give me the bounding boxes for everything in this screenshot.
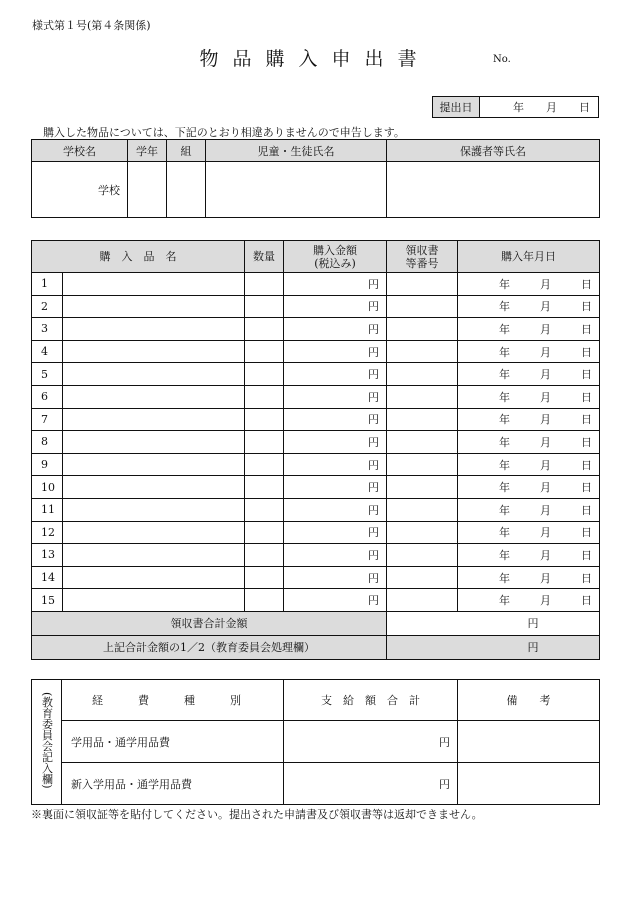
receipt-number-field[interactable] <box>387 566 458 589</box>
submission-date-field[interactable] <box>480 97 599 118</box>
month-label: 月 <box>540 322 551 336</box>
grade-header: 学年 <box>128 140 167 162</box>
half-total-field: 円 <box>387 635 600 659</box>
quantity-field[interactable] <box>245 476 284 499</box>
purchase-date-field[interactable] <box>458 431 600 454</box>
year-label: 年 <box>499 390 510 404</box>
receipt-number-field[interactable] <box>387 544 458 567</box>
day-label: 日 <box>581 390 592 404</box>
quantity-field[interactable] <box>245 544 284 567</box>
new-enrollment-amount-field[interactable]: 円 <box>284 763 458 805</box>
row-number: 14 <box>32 566 63 589</box>
receipt-number-field[interactable] <box>387 408 458 431</box>
yen-unit: 円 <box>368 571 379 585</box>
amount-field[interactable] <box>284 566 387 589</box>
table-row <box>32 498 600 521</box>
day-label: 日 <box>581 322 592 336</box>
day-label: 日 <box>581 277 592 291</box>
new-enrollment-remarks-field[interactable] <box>458 763 600 805</box>
quantity-field[interactable] <box>245 521 284 544</box>
yen-unit: 円 <box>368 526 379 540</box>
day-label: 日 <box>581 435 592 449</box>
yen-unit: 円 <box>368 435 379 449</box>
table-row <box>32 476 600 499</box>
receipt-number-header: 領収書 等番号 <box>387 241 458 273</box>
item-name-header: 購 入 品 名 <box>32 241 245 273</box>
year-label: 年 <box>499 277 510 291</box>
purchase-date-field[interactable] <box>458 498 600 521</box>
receipt-number-field[interactable] <box>387 589 458 612</box>
year-label: 年 <box>499 413 510 427</box>
year-label: 年 <box>513 101 524 114</box>
month-label: 月 <box>540 368 551 382</box>
guardian-name-field[interactable] <box>387 162 600 218</box>
month-label: 月 <box>540 345 551 359</box>
receipt-number-field[interactable] <box>387 340 458 363</box>
yen-unit: 円 <box>368 300 379 314</box>
year-label: 年 <box>499 458 510 472</box>
item-name-field[interactable] <box>63 476 245 499</box>
month-label: 月 <box>540 594 551 608</box>
amount-field[interactable] <box>284 385 387 408</box>
amount-field[interactable] <box>284 544 387 567</box>
grade-field[interactable] <box>128 162 167 218</box>
item-name-field[interactable] <box>63 589 245 612</box>
year-label: 年 <box>499 322 510 336</box>
class-field[interactable] <box>167 162 206 218</box>
receipt-number-field[interactable] <box>387 385 458 408</box>
item-name-field[interactable] <box>63 521 245 544</box>
row-number: 9 <box>32 453 63 476</box>
month-label: 月 <box>540 413 551 427</box>
receipt-number-field[interactable] <box>387 363 458 386</box>
month-label: 月 <box>540 481 551 495</box>
half-total-label: 上記合計金額の1／2（教育委員会処理欄） <box>32 635 387 659</box>
purchase-date-header: 購入年月日 <box>458 241 600 273</box>
yen-unit: 円 <box>368 390 379 404</box>
table-row <box>32 385 600 408</box>
amount-header: 購入金額 (税込み) <box>284 241 387 273</box>
day-label: 日 <box>581 571 592 585</box>
amount-field[interactable] <box>284 318 387 341</box>
purchase-date-field[interactable] <box>458 340 600 363</box>
quantity-field[interactable] <box>245 408 284 431</box>
table-row <box>32 589 600 612</box>
row-number: 6 <box>32 385 63 408</box>
item-name-field[interactable] <box>63 363 245 386</box>
expense-type-header: 経 費 種 別 <box>62 680 284 721</box>
item-name-field[interactable] <box>63 408 245 431</box>
yen-unit: 円 <box>368 594 379 608</box>
school-suffix: 学校 <box>98 183 120 197</box>
receipt-number-field[interactable] <box>387 431 458 454</box>
receipt-number-field[interactable] <box>387 498 458 521</box>
row-number: 10 <box>32 476 63 499</box>
table-row <box>32 431 600 454</box>
yen-unit: 円 <box>368 277 379 291</box>
quantity-field[interactable] <box>245 385 284 408</box>
day-label: 日 <box>581 503 592 517</box>
amount-field[interactable] <box>284 453 387 476</box>
table-row <box>32 453 600 476</box>
month-label: 月 <box>540 503 551 517</box>
yen-unit: 円 <box>368 503 379 517</box>
quantity-header: 数量 <box>245 241 284 273</box>
item-name-field[interactable] <box>63 295 245 318</box>
quantity-field[interactable] <box>245 340 284 363</box>
receipt-number-field[interactable] <box>387 318 458 341</box>
day-label: 日 <box>581 594 592 608</box>
yen-unit: 円 <box>368 322 379 336</box>
day-label: 日 <box>581 413 592 427</box>
row-number: 11 <box>32 498 63 521</box>
receipt-number-field[interactable] <box>387 521 458 544</box>
amount-field[interactable] <box>284 408 387 431</box>
yen-unit: 円 <box>368 481 379 495</box>
yen-unit: 円 <box>368 345 379 359</box>
item-name-field[interactable] <box>63 566 245 589</box>
quantity-field[interactable] <box>245 431 284 454</box>
purchase-date-field[interactable] <box>458 363 600 386</box>
row-number: 15 <box>32 589 63 612</box>
quantity-field[interactable] <box>245 273 284 296</box>
row-number: 2 <box>32 295 63 318</box>
amount-field[interactable] <box>284 521 387 544</box>
amount-field[interactable] <box>284 589 387 612</box>
month-label: 月 <box>540 435 551 449</box>
year-label: 年 <box>499 594 510 608</box>
day-label: 日 <box>579 101 590 114</box>
row-number: 13 <box>32 544 63 567</box>
day-label: 日 <box>581 548 592 562</box>
item-name-field[interactable] <box>63 385 245 408</box>
payment-total-header: 支 給 額 合 計 <box>284 680 458 721</box>
month-label: 月 <box>540 571 551 585</box>
school-supplies-remarks-field[interactable] <box>458 721 600 763</box>
table-row <box>32 273 600 296</box>
quantity-field[interactable] <box>245 589 284 612</box>
item-name-field[interactable] <box>63 273 245 296</box>
table-row <box>32 363 600 386</box>
yen-unit: 円 <box>368 458 379 472</box>
amount-field[interactable] <box>284 273 387 296</box>
quantity-field[interactable] <box>245 363 284 386</box>
row-number: 3 <box>32 318 63 341</box>
day-label: 日 <box>581 345 592 359</box>
table-row <box>32 408 600 431</box>
school-supplies-amount-field[interactable]: 円 <box>284 721 458 763</box>
row-number: 5 <box>32 363 63 386</box>
month-label: 月 <box>540 458 551 472</box>
purchase-date-field[interactable] <box>458 273 600 296</box>
item-name-field[interactable] <box>63 498 245 521</box>
receipt-total-field[interactable]: 円 <box>387 611 600 635</box>
submission-date-label: 提出日 <box>433 97 480 118</box>
receipt-number-field[interactable] <box>387 295 458 318</box>
amount-field[interactable] <box>284 476 387 499</box>
row-number: 8 <box>32 431 63 454</box>
amount-field[interactable] <box>284 431 387 454</box>
month-label: 月 <box>546 101 557 114</box>
table-row <box>32 521 600 544</box>
year-label: 年 <box>499 300 510 314</box>
yen-unit: 円 <box>368 413 379 427</box>
item-name-field[interactable] <box>63 544 245 567</box>
purchase-date-field[interactable] <box>458 544 600 567</box>
row-number: 7 <box>32 408 63 431</box>
remarks-header: 備 考 <box>458 680 600 721</box>
quantity-field[interactable] <box>245 318 284 341</box>
purchase-date-field[interactable] <box>458 566 600 589</box>
declaration-text: 購入した物品については、下記のとおり相違ありませんので申告します。 <box>43 126 405 139</box>
month-label: 月 <box>540 526 551 540</box>
receipt-number-field[interactable] <box>387 273 458 296</box>
item-name-field[interactable] <box>63 318 245 341</box>
table-row <box>32 566 600 589</box>
amount-field[interactable] <box>284 363 387 386</box>
yen-unit: 円 <box>368 548 379 562</box>
form-number: 様式第１号(第４条関係) <box>32 19 151 32</box>
guardian-name-header: 保護者等氏名 <box>387 140 600 162</box>
quantity-field[interactable] <box>245 295 284 318</box>
month-label: 月 <box>540 300 551 314</box>
quantity-field[interactable] <box>245 453 284 476</box>
purchase-date-field[interactable] <box>458 295 600 318</box>
purchase-date-field[interactable] <box>458 453 600 476</box>
new-enrollment-supplies-label: 新入学用品・通学用品費 <box>62 763 284 805</box>
day-label: 日 <box>581 481 592 495</box>
row-number: 12 <box>32 521 63 544</box>
submission-date-box <box>432 96 599 118</box>
day-label: 日 <box>581 526 592 540</box>
year-label: 年 <box>499 345 510 359</box>
yen-unit: 円 <box>368 368 379 382</box>
receipt-total-label: 領収書合計金額 <box>32 611 387 635</box>
item-name-field[interactable] <box>63 431 245 454</box>
board-side-label: (教育委員会記入欄) <box>32 680 62 805</box>
row-number: 1 <box>32 273 63 296</box>
purchase-date-field[interactable] <box>458 476 600 499</box>
table-row <box>32 544 600 567</box>
amount-field[interactable] <box>284 340 387 363</box>
footer-note: ※裏面に領収証等を貼付してください。提出された申請書及び領収書等は返却できません。 <box>31 808 483 821</box>
quantity-field[interactable] <box>245 498 284 521</box>
year-label: 年 <box>499 481 510 495</box>
document-title: 物品購入申出書 <box>199 48 431 70</box>
year-label: 年 <box>499 435 510 449</box>
student-name-field[interactable] <box>206 162 387 218</box>
school-supplies-label: 学用品・通学用品費 <box>62 721 284 763</box>
day-label: 日 <box>581 300 592 314</box>
amount-field[interactable] <box>284 498 387 521</box>
day-label: 日 <box>581 458 592 472</box>
year-label: 年 <box>499 503 510 517</box>
board-of-education-table <box>31 679 600 805</box>
student-name-header: 児童・生徒氏名 <box>206 140 387 162</box>
year-label: 年 <box>499 571 510 585</box>
month-label: 月 <box>540 277 551 291</box>
purchase-date-field[interactable] <box>458 589 600 612</box>
table-row <box>32 340 600 363</box>
table-row <box>32 318 600 341</box>
receipt-number-field[interactable] <box>387 476 458 499</box>
school-name-header: 学校名 <box>32 140 128 162</box>
document-number-label: No. <box>493 54 511 65</box>
year-label: 年 <box>499 548 510 562</box>
purchase-items-table <box>31 240 600 660</box>
item-name-field[interactable] <box>63 453 245 476</box>
purchase-date-field[interactable] <box>458 318 600 341</box>
year-label: 年 <box>499 526 510 540</box>
quantity-field[interactable] <box>245 566 284 589</box>
purchase-date-field[interactable] <box>458 385 600 408</box>
day-label: 日 <box>581 368 592 382</box>
class-header: 組 <box>167 140 206 162</box>
table-row <box>32 295 600 318</box>
item-name-field[interactable] <box>63 340 245 363</box>
purchase-date-field[interactable] <box>458 521 600 544</box>
row-number: 4 <box>32 340 63 363</box>
student-info-table <box>31 139 600 218</box>
purchase-date-field[interactable] <box>458 408 600 431</box>
receipt-number-field[interactable] <box>387 453 458 476</box>
month-label: 月 <box>540 548 551 562</box>
school-name-field[interactable] <box>32 162 128 218</box>
month-label: 月 <box>540 390 551 404</box>
amount-field[interactable] <box>284 295 387 318</box>
year-label: 年 <box>499 368 510 382</box>
